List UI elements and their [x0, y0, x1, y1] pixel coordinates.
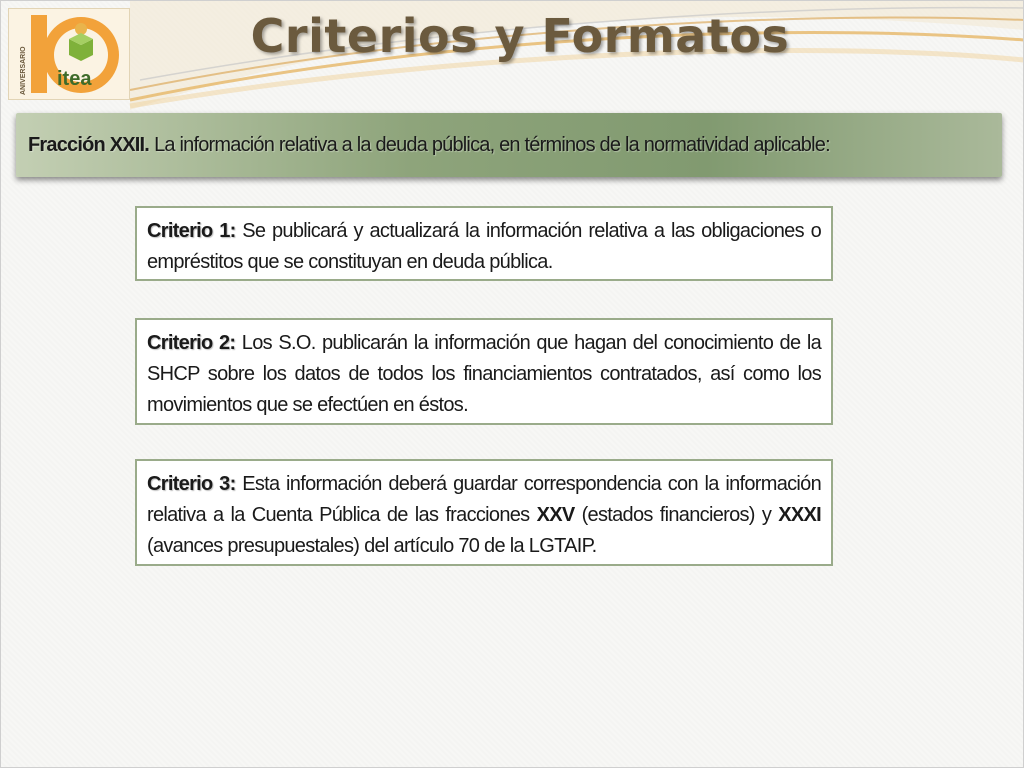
criterio-3-fraccion-xxxi: XXXI — [778, 504, 822, 526]
logo-anniversary-text: ANIVERSARIO — [20, 46, 27, 95]
fraccion-text: La información relativa a la deuda pública, en términos de la normatividad aplicable: — [154, 133, 830, 156]
criterio-1-box — [135, 206, 833, 281]
criterio-2-box — [135, 318, 833, 425]
criterio-3-text-a: Esta información deberá guardar correspondencia con la información relativa a la Cuenta Pública de las fracciones — [147, 473, 822, 526]
criterio-2-text: Los S.O. publicarán la información que hagan del conocimiento de la SHCP sobre los datos de todos los financiamientos contratados, así como los movimientos que se efectúen en éstos. — [147, 332, 822, 416]
logo-graphic — [9, 9, 131, 101]
criterio-1-text: Se publicará y actualizará la información relativa a las obligaciones o empréstitos que se constituyan en deuda pública. — [147, 220, 821, 273]
logo-brand-text: itea — [57, 68, 92, 90]
criterio-3-fraccion-xxv: XXV — [536, 504, 575, 526]
criterio-1-label: Criterio 1: — [147, 220, 236, 242]
itea-anniversary-logo — [8, 8, 130, 100]
criterio-3-text-b: (estados financieros) y — [581, 504, 772, 526]
fraccion-label: Fracción XXII. — [28, 133, 150, 156]
criterio-3-label: Criterio 3: — [147, 473, 236, 495]
criterio-3-text-c: (avances presupuestales) del artículo 70 de la LGTAIP. — [147, 535, 597, 557]
criterio-2-label: Criterio 2: — [147, 332, 236, 354]
slide-title: Criterios y Formatos — [250, 9, 790, 63]
criterio-3-box — [135, 459, 833, 566]
fraccion-header-bar — [16, 113, 1002, 177]
